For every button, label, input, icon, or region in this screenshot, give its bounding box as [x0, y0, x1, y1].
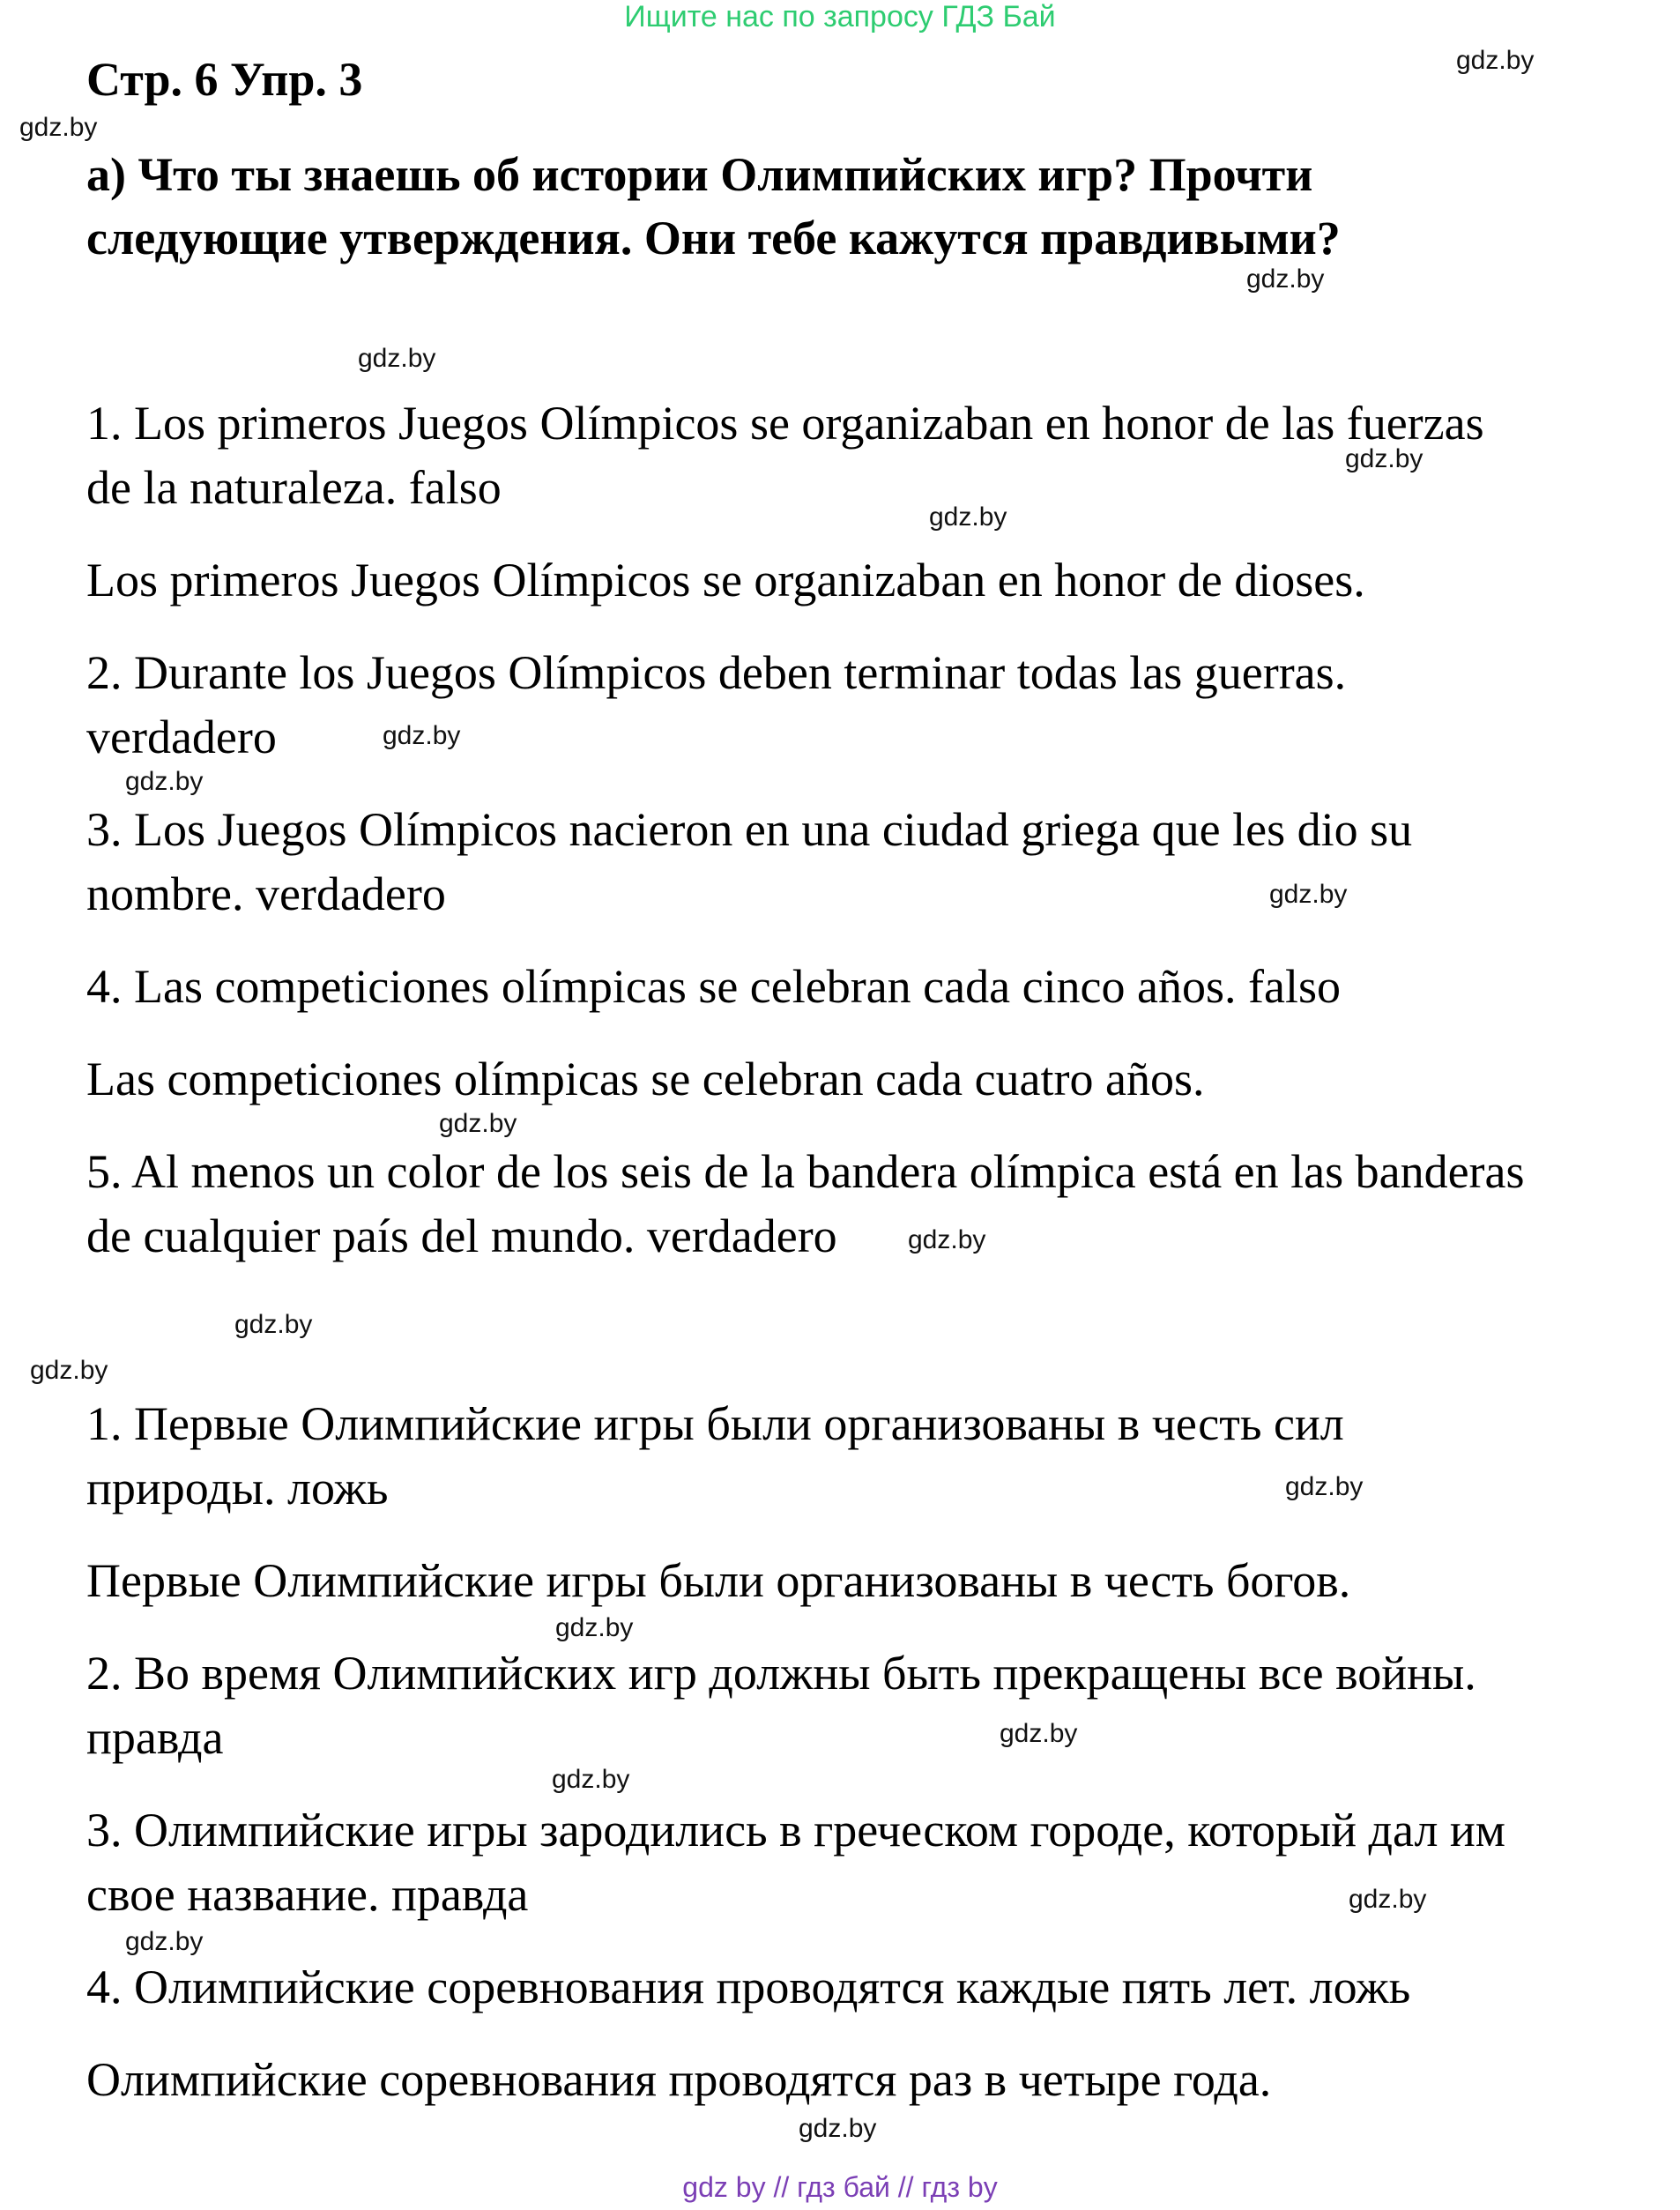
watermark: gdz.by — [1000, 1719, 1078, 1748]
watermark: gdz.by — [552, 1765, 630, 1794]
es-statement-1-correction: Los primeros Juegos Olímpicos se organizaban en honor de dioses. — [86, 554, 1365, 606]
es-statement-5-line-2: de cualquier país del mundo. verdadero — [86, 1209, 837, 1262]
es-statement-3-line-1: 3. Los Juegos Olímpicos nacieron en una ciudad griega que les dio su — [86, 803, 1413, 856]
watermark: gdz.by — [358, 344, 436, 373]
watermark: gdz.by — [929, 502, 1007, 532]
watermark: gdz.by — [1269, 880, 1348, 909]
page-title: Стр. 6 Упр. 3 — [86, 53, 363, 106]
watermark: gdz.by — [799, 2114, 877, 2143]
ru-statement-2-line-1: 2. Во время Олимпийских игр должны быть прекращены все войны. — [86, 1647, 1476, 1700]
es-statement-4-correction: Las competiciones olímpicas se celebran cada cuatro años. — [86, 1053, 1205, 1105]
watermark: gdz.by — [555, 1613, 634, 1642]
es-statement-4-line-1: 4. Las competiciones olímpicas se celebran cada cinco años. falso — [86, 960, 1341, 1013]
task-heading — [86, 143, 1585, 270]
watermark: gdz.by — [125, 1927, 204, 1956]
task-heading-line-1: а) Что ты знаешь об истории Олимпийских игр? Прочти — [86, 148, 1313, 201]
watermark: gdz.by — [1246, 264, 1325, 294]
es-statement-3-line-2: nombre. verdadero — [86, 867, 446, 920]
ru-statement-4-correction: Олимпийские соревнования проводятся раз в четыре года. — [86, 2053, 1272, 2106]
es-statement-5-line-1: 5. Al menos un color de los seis de la bandera olímpica está en las banderas — [86, 1145, 1525, 1198]
es-statement-2-line-1: 2. Durante los Juegos Olímpicos deben terminar todas las guerras. — [86, 646, 1347, 699]
watermark: gdz.by — [383, 721, 461, 750]
watermark: gdz.by — [439, 1109, 517, 1138]
watermark: gdz.by — [234, 1310, 313, 1339]
ru-statement-1-line-2: природы. ложь — [86, 1462, 389, 1514]
top-banner[interactable]: Ищите нас по запросу ГДЗ Бай — [624, 0, 1056, 33]
ru-statement-1-correction: Первые Олимпийские игры были организованы в честь богов. — [86, 1554, 1351, 1607]
es-statement-1-line-2: de la naturaleza. falso — [86, 461, 502, 514]
watermark: gdz.by — [30, 1356, 108, 1385]
task-heading-line-2: следующие утверждения. Они тебе кажутся правдивыми? — [86, 212, 1341, 264]
watermark: gdz.by — [1456, 46, 1535, 75]
ru-statement-3-line-1: 3. Олимпийские игры зародились в греческом городе, который дал им — [86, 1804, 1505, 1857]
es-statement-2-line-2: verdadero — [86, 711, 277, 763]
ru-statement-4-line-1: 4. Олимпийские соревнования проводятся каждые пять лет. ложь — [86, 1961, 1411, 2013]
ru-statement-2-line-2: правда — [86, 1711, 224, 1764]
watermark: gdz.by — [1285, 1472, 1364, 1501]
ru-statement-1-line-1: 1. Первые Олимпийские игры были организованы в честь сил — [86, 1397, 1344, 1450]
watermark: gdz.by — [908, 1225, 986, 1254]
watermark: gdz.by — [1345, 444, 1424, 473]
watermark: gdz.by — [1349, 1885, 1427, 1914]
ru-statement-3-line-2: свое название. правда — [86, 1868, 529, 1921]
watermark: gdz.by — [19, 113, 98, 142]
es-statement-1-line-1: 1. Los primeros Juegos Olímpicos se organizaban en honor de las fuerzas — [86, 397, 1484, 450]
watermark: gdz.by — [125, 767, 204, 796]
footer-links[interactable]: gdz by // гдз бай // гдз by — [682, 2171, 998, 2203]
